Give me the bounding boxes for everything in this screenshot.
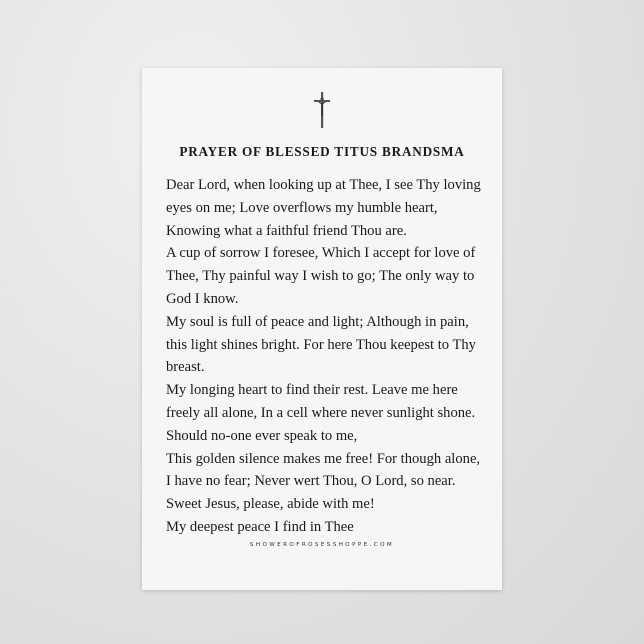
prayer-title: PRAYER OF BLESSED TITUS BRANDSMA [179, 144, 465, 159]
website-footer: SHOWEROFROSESSHOPPE.COM [249, 542, 395, 548]
prayer-line: My deepest peace I find in Thee [166, 518, 354, 535]
prayer-line: this light shines bright. For here Thou keepest to Thy [166, 336, 476, 353]
prayer-line: A cup of sorrow I foresee, Which I accept for love of [166, 245, 476, 262]
crucifix-icon [314, 92, 330, 128]
prayer-line: This golden silence makes me free! For though alone, [166, 450, 481, 467]
prayer-line: My longing heart to find their rest. Leave me here [166, 382, 458, 399]
prayer-line: Should no-one ever speak to me, [166, 427, 358, 444]
prayer-line: God I know. [166, 290, 239, 307]
prayer-line: My soul is full of peace and light; Although in pain, [166, 313, 469, 330]
prayer-line: eyes on me; Love overflows my humble heart, [166, 199, 438, 216]
prayer-line: Dear Lord, when looking up at Thee, I see Thy loving [166, 177, 481, 193]
prayer-card [142, 68, 502, 590]
prayer-line: freely all alone, In a cell where never sunlight shone. [166, 404, 476, 421]
prayer-line: Sweet Jesus, please, abide with me! [166, 496, 375, 513]
prayer-text [166, 174, 496, 539]
prayer-line: breast. [166, 359, 205, 376]
prayer-line: Thee, Thy painful way I wish to go; The only way to [166, 268, 475, 285]
prayer-line: Knowing what a faithful friend Thou are. [166, 222, 407, 239]
prayer-line: I have no fear; Never wert Thou, O Lord, so near. [166, 473, 456, 490]
